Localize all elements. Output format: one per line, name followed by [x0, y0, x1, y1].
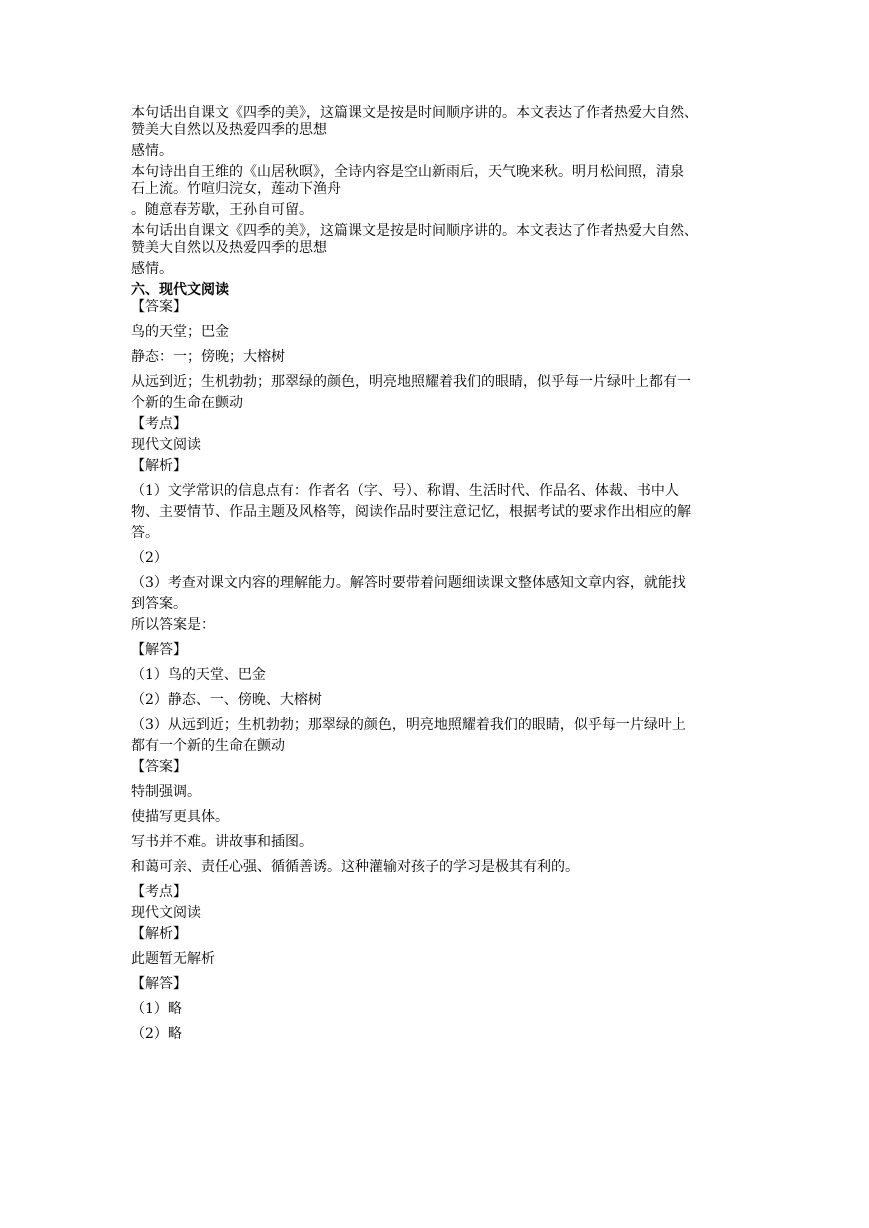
text-line: 【考点】: [131, 884, 187, 900]
text-line: 【考点】: [131, 416, 187, 432]
text-line: 本句诗出自王维的《山居秋暝》，全诗内容是空山新雨后，天气晚来秋。明月松间照，清泉: [131, 164, 684, 180]
text-line: （2）略: [131, 1026, 182, 1042]
text-line: （2）静态、一、傍晚、大榕树: [131, 692, 322, 708]
text-line: （2）: [131, 550, 168, 566]
text-line: 从远到近；生机勃勃；那翠绿的颜色，明亮地照耀着我们的眼睛，似乎每一片绿叶上都有一: [131, 374, 691, 390]
text-line: 。随意春芳歇，王孙自可留。: [131, 202, 313, 218]
text-line: 和蔼可亲、责任心强、循循善诱。这种灌输对孩子的学习是极其有利的。: [131, 859, 579, 875]
text-line: 个新的生命在颤动: [131, 395, 243, 411]
text-line: 赞美大自然以及热爱四季的思想: [131, 122, 327, 138]
text-line: 到答案。: [131, 596, 187, 612]
text-line: （1）文学常识的信息点有：作者名（字、号）、称谓、生活时代、作品名、体裁、书中人: [131, 483, 679, 499]
text-line: 物、主要情节、作品主题及风格等，阅读作品时要注意记忆，根据考试的要求作出相应的解: [131, 504, 691, 520]
text-line: 【解析】: [131, 926, 187, 942]
text-line: 写书并不难。讲故事和插图。: [131, 834, 313, 850]
text-line: 赞美大自然以及热爱四季的思想: [131, 240, 327, 256]
text-line: 【答案】: [131, 299, 187, 315]
text-line: 此题暂无解析: [131, 951, 215, 967]
text-line: 感情。: [131, 261, 173, 277]
text-line: 本句话出自课文《四季的美》，这篇课文是按是时间顺序讲的。本文表达了作者热爱大自然、: [131, 223, 698, 239]
text-line: 本句话出自课文《四季的美》，这篇课文是按是时间顺序讲的。本文表达了作者热爱大自然、: [131, 105, 698, 121]
text-line: 【解答】: [131, 976, 187, 992]
text-line: 现代文阅读: [131, 905, 201, 921]
text-line: （1）鸟的天堂、巴金: [131, 667, 266, 683]
text-line: 静态：一；傍晚；大榕树: [131, 349, 285, 365]
text-line: （3）考查对课文内容的理解能力。解答时要带着问题细读课文整体感知文章内容，就能找: [131, 575, 686, 591]
text-line: 【解析】: [131, 458, 187, 474]
text-line: 【答案】: [131, 759, 187, 775]
text-line: 鸟的天堂；巴金: [131, 324, 229, 340]
text-line: 特制强调。: [131, 784, 201, 800]
section-heading: 六、现代文阅读: [131, 282, 229, 298]
text-line: 感情。: [131, 143, 173, 159]
text-line: 【解答】: [131, 642, 187, 658]
text-line: 石上流。竹喧归浣女，莲动下渔舟: [131, 181, 341, 197]
text-line: 都有一个新的生命在颤动: [131, 738, 285, 754]
text-line: 答。: [131, 525, 159, 541]
text-line: （3）从远到近；生机勃勃；那翠绿的颜色，明亮地照耀着我们的眼睛，似乎每一片绿叶上: [131, 717, 686, 733]
text-line: （1）略: [131, 1001, 182, 1017]
text-line: 使描写更具体。: [131, 809, 229, 825]
text-line: 现代文阅读: [131, 437, 201, 453]
document-body: [131, 105, 743, 1043]
text-line: 所以答案是：: [131, 617, 215, 633]
